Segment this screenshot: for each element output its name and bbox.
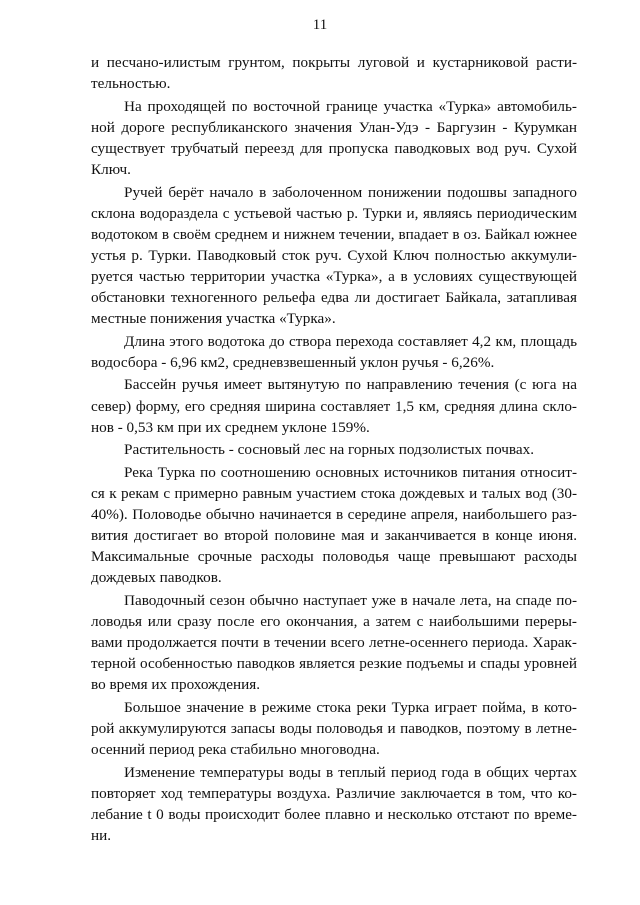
text-line: обстановки техногенного рельефа едва ли достигает Байкала, затапливая — [91, 289, 577, 307]
text-line: устья р. Турки. Паводковый сток руч. Сухой Ключ полностью аккумули- — [91, 246, 577, 264]
text-line: руется частью территории участка «Турка», а в условиях существующей — [91, 267, 577, 285]
paragraph — [91, 96, 577, 180]
paragraph — [91, 182, 577, 330]
text-line: Река Турка по соотношению основных источников питания относит- — [124, 463, 577, 481]
text-line: вития достигает во второй половине мая и заканчивается в конце июня. — [91, 527, 577, 545]
text-line: тельностью. — [91, 75, 171, 93]
text-line: рой аккумулируются запасы воды половодья и паводков, поэтому в летне- — [91, 719, 577, 737]
text-line: существует трубчатый переезд для пропуска паводковых вод руч. Сухой — [91, 139, 577, 157]
text-line: повторяет ход температуры воздуха. Различие заключается в том, что ко- — [91, 784, 577, 802]
text-line: осенний период река стабильно многоводна. — [91, 741, 380, 758]
text-line: Максимальные срочные расходы половодья чаще превышают расходы — [91, 548, 577, 566]
text-line: вами продолжается почти в течении всего летне-осеннего периода. Харак- — [91, 634, 577, 652]
text-line: ной дороге республиканского значения Улан-Удэ - Баргузин - Курумкан — [91, 118, 577, 136]
paragraph — [91, 590, 577, 695]
text-line: терной особенностью паводков является резкие подъемы и спады уровней — [91, 655, 577, 673]
text-line: нов - 0,53 км при их среднем уклоне 159%. — [91, 418, 370, 436]
text-line: водотоком в своём среднем и нижнем течении, впадает в оз. Байкал южнее — [91, 225, 577, 243]
page-number: 11 — [312, 17, 328, 33]
text-line: Большое значение в режиме стока реки Турка играет пойма, в кото- — [124, 698, 577, 716]
text-line: Ручей берёт начало в заболоченном понижении подошвы западного — [124, 183, 577, 201]
paragraph — [91, 52, 577, 94]
text-line: север) форму, его средняя ширина составляет 1,5 км, средняя длина скло- — [91, 397, 577, 415]
paragraph — [91, 374, 577, 437]
text-line: Ключ. — [91, 160, 131, 178]
text-line: ни. — [91, 826, 112, 844]
body-text — [91, 52, 577, 847]
text-line: Бассейн ручья имеет вытянутую по направлению течения (с юга на — [124, 376, 577, 394]
text-line: ловодья или сразу после его окончания, а затем с наибольшими переры- — [91, 612, 577, 630]
text-line: дождевых паводков. — [91, 569, 222, 587]
text-line: Растительность - сосновый лес на горных подзолистых почвах. — [124, 441, 535, 459]
text-line: во время их прохождения. — [91, 676, 261, 694]
text-line: местные понижения участка «Турка». — [91, 310, 336, 328]
text-line: На проходящей по восточной границе участка «Турка» автомобиль- — [124, 97, 577, 115]
paragraph — [91, 462, 577, 589]
paragraph — [91, 697, 577, 760]
text-line: 40%). Половодье обычно начинается в середине апреля, наибольшего раз- — [91, 505, 577, 523]
text-line: лебание t 0 воды происходит более плавно и несколько отстают по време- — [91, 805, 577, 823]
text-line: и песчано-илистым грунтом, покрыты луговой и кустарниковой расти- — [91, 54, 577, 71]
text-line: водосбора - 6,96 км2, средневзвешенный уклон ручья - 6,26%. — [91, 353, 495, 371]
text-line: Паводочный сезон обычно наступает уже в начале лета, на спаде по- — [124, 591, 577, 609]
text-line: ся к рекам с примерно равным участием стока дождевых и талых вод (30- — [91, 484, 577, 502]
paragraph — [91, 762, 577, 846]
text-line: склона водораздела с устьевой частью р. Турки и, являясь периодическим — [91, 204, 577, 222]
paragraph — [91, 439, 577, 460]
text-line: Длина этого водотока до створа перехода составляет 4,2 км, площадь — [124, 332, 577, 350]
text-line: Изменение температуры воды в теплый период года в общих чертах — [124, 763, 577, 781]
paragraph — [91, 331, 577, 373]
